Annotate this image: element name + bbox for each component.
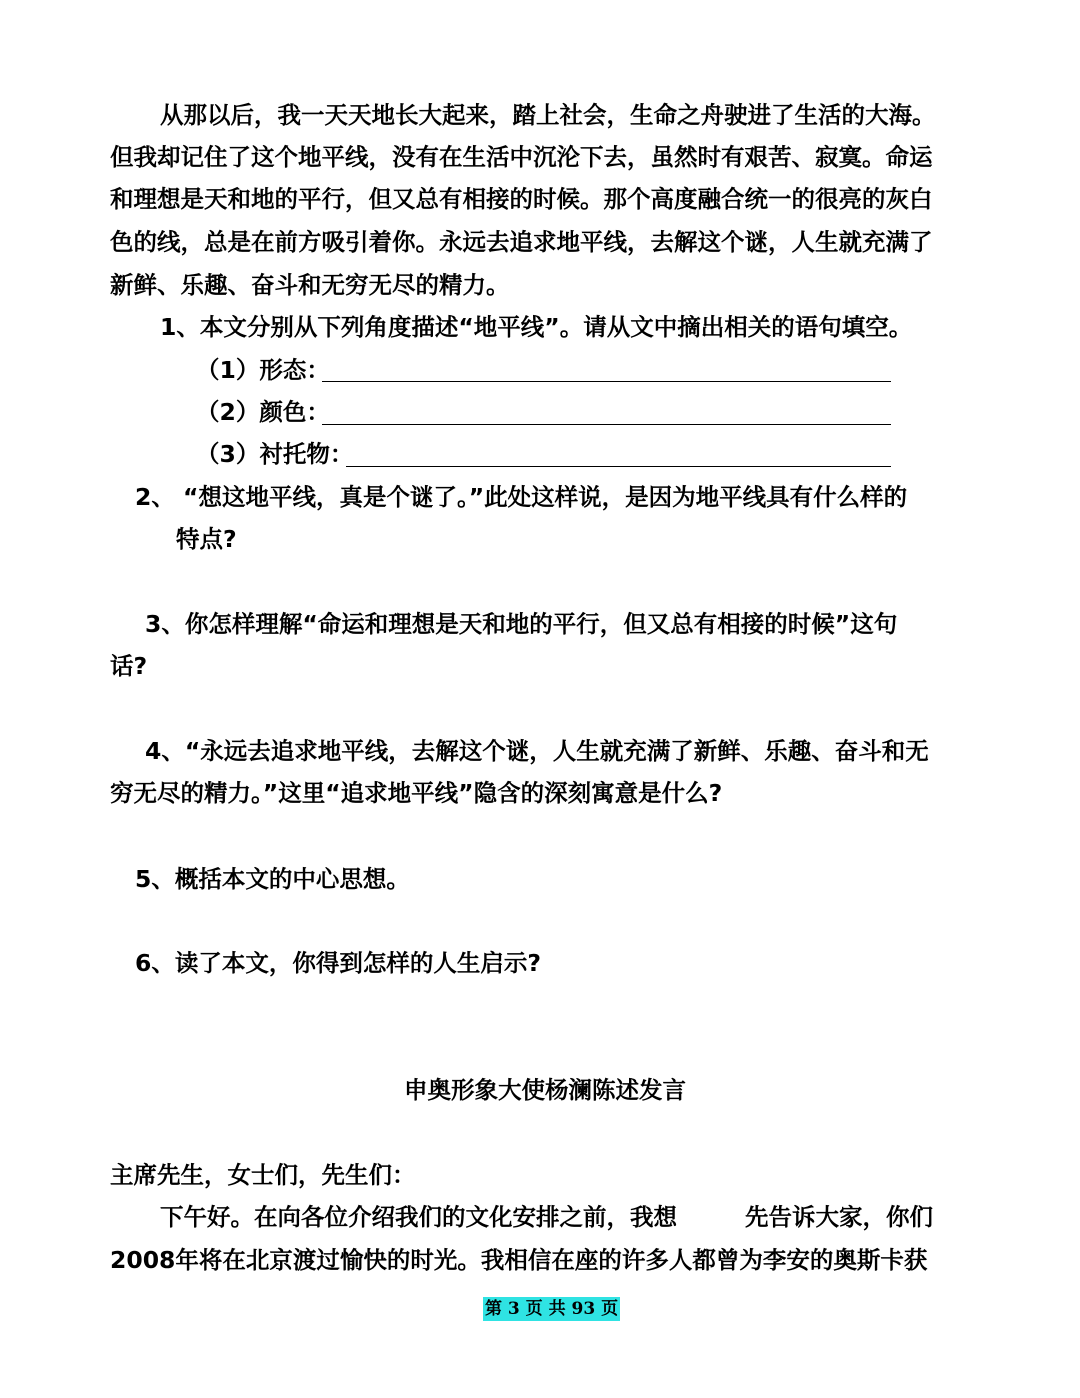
passage-line-5: 新鲜、乐趣、奋斗和无穷无尽的精力。 (110, 271, 510, 299)
answer-blank-color[interactable] (322, 424, 891, 425)
article-salutation: 主席先生，女士们，先生们： (110, 1161, 416, 1189)
passage-line-1: 从那以后，我一天天地长大起来，踏上社会，生命之舟驶进了生活的大海。 (160, 101, 936, 129)
passage-line-2: 但我却记住了这个地平线，没有在生活中沉沦下去，虽然时有艰苦、寂寞。命运 (110, 143, 933, 171)
passage-line-3: 和理想是天和地的平行，但又总有相接的时候。那个高度融合统一的很亮的灰白 (110, 185, 933, 213)
question-4-line-1: 4、“永远去追求地平线，去解这个谜，人生就充满了新鲜、乐趣、奋斗和无 (145, 737, 929, 765)
question-3-line-2: 话? (110, 652, 148, 680)
question-6: 6、读了本文，你得到怎样的人生启示? (135, 949, 541, 977)
article-title: 申奥形象大使杨澜陈述发言 (404, 1076, 686, 1104)
passage-line-4: 色的线，总是在前方吸引着你。永远去追求地平线，去解这个谜，人生就充满了 (110, 228, 933, 256)
page-number-indicator: 第 3 页 共 93 页 (485, 1299, 619, 1319)
answer-blank-contrast[interactable] (346, 466, 891, 467)
question-2-line-2: 特点? (176, 525, 237, 553)
answer-blank-shape[interactable] (322, 381, 891, 382)
article-line-1: 下午好。在向各位介绍我们的文化安排之前，我想 (160, 1203, 677, 1231)
article-line-1-continued: 先告诉大家，你们 (745, 1203, 933, 1231)
question-5: 5、概括本文的中心思想。 (135, 865, 410, 893)
article-line-2: 2008年将在北京渡过愉快的时光。我相信在座的许多人都曾为李安的奥斯卡获 (110, 1246, 928, 1274)
question-1: 1、本文分别从下列角度描述“地平线”。请从文中摘出相关的语句填空。 (160, 313, 913, 341)
question-1-shape-label: （1）形态： (196, 356, 330, 384)
question-2-line-1: 2、 “想这地平线，真是个谜了。”此处这样说，是因为地平线具有什么样的 (135, 483, 908, 511)
question-4-line-2: 穷无尽的精力。”这里“追求地平线”隐含的深刻寓意是什么? (110, 779, 723, 807)
question-3-line-1: 3、你怎样理解“命运和理想是天和地的平行，但又总有相接的时候”这句 (145, 610, 898, 638)
question-1-contrast-label: （3）衬托物： (196, 440, 354, 468)
question-1-color-label: （2）颜色： (196, 398, 330, 426)
